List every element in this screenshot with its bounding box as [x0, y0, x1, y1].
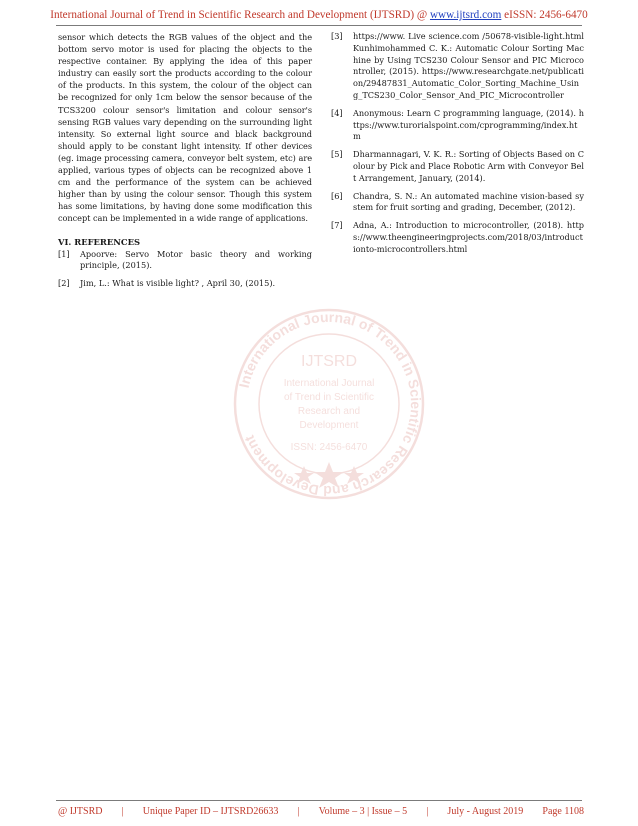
seal-acronym: IJTSRD — [301, 353, 357, 370]
journal-issn: eISSN: 2456-6470 — [504, 9, 588, 21]
reference-text: Dharmannagari, V. K. R.: Sorting of Objects Based on Colour by Pick and Place Robotic Arm with Conveyor Belt Arrangement, January, (2014). — [353, 149, 584, 183]
seal-line-3: Research and — [297, 406, 361, 417]
reference-item — [331, 191, 584, 215]
reference-number: [6] — [331, 190, 343, 201]
body-paragraph: sensor which detects the RGB values of the object and the bottom servo motor is used for placing the objects to the respective container. By applying the idea of this paper industry can easily sort the products according to the colour of the products. In this system, the colour of the object can be recognized for only 1cm below the sensor because of the TCS3200 colour sensor's limitation and colour sensor's sensing RGB values vary depending on the surrounding light intensity. So external light source and black background should apply to be constant light intensity. If other devices (eg. image processing camera, conveyor belt system, etc) are applied, various types of objects can be recognized above 1 cm and the performance of the system can be achieved higher than by using the colour sensor. Though this system has some limitations, by having done some modification this concept can be implemented in a wide range of applications. — [58, 32, 312, 224]
reference-number: [1] — [58, 248, 70, 259]
reference-item — [331, 149, 584, 184]
journal-name: International Journal of Trend in Scientific Research and Development (IJTSRD) @ — [50, 9, 428, 21]
footer-separator: | — [426, 806, 429, 817]
reference-item — [58, 249, 312, 273]
footer-page-number: Page 1108 — [542, 806, 584, 817]
ijtsrd-seal-watermark — [232, 304, 426, 516]
reference-text: Anonymous: Learn C programming language, (2014). https://www.turorialspoint.com/cprogramming/index.htm — [353, 107, 584, 142]
reference-number: [5] — [331, 149, 343, 160]
left-column — [58, 31, 312, 296]
reference-item — [58, 278, 312, 290]
reference-number: [2] — [58, 278, 70, 289]
seal-line-1: International Journal — [283, 378, 375, 389]
reference-item — [331, 220, 584, 255]
footer-brand: @ IJTSRD — [58, 806, 103, 817]
seal-issn: ISSN: 2456-6470 — [290, 442, 368, 453]
footer-separator: | — [297, 806, 300, 817]
reference-text: Chandra, S. N.: An automated machine vision-based system for fruit sorting and grading, December, (2012). — [353, 190, 584, 213]
reference-text: Apoorve: Servo Motor basic theory and working principle, (2015). — [80, 248, 312, 271]
footer-paper-id: Unique Paper ID – IJTSRD26633 — [142, 806, 279, 817]
reference-item — [331, 108, 584, 143]
seal-line-4: Development — [299, 420, 359, 431]
right-column — [331, 31, 584, 262]
journal-url-link[interactable]: www.ijtsrd.com — [429, 9, 502, 21]
reference-text: Jim, L.: What is visible light? , April 30, (2015). — [80, 278, 276, 289]
reference-text: Adna, A.: Introduction to microcontroller, (2018). https://www.theengineeringprojects.com/2018/03/introductionto-microcontrollers.html — [353, 220, 584, 254]
header-divider — [56, 25, 582, 26]
footer-separator: | — [121, 806, 124, 817]
footer-volume: Volume – 3 | Issue – 5 — [318, 806, 408, 817]
reference-number: [4] — [331, 107, 343, 118]
reference-number: [7] — [331, 220, 343, 231]
references-heading: VI. REFERENCES — [58, 236, 141, 247]
running-header — [0, 9, 638, 21]
running-footer — [58, 806, 584, 817]
seal-ring-text: International Journal of Trend in Scientific Research and Development — [235, 308, 425, 500]
reference-text: https://www. Live science.com /50678-visible-light.html Kunhimohammed C. K.: Automatic Colour Sorting Machine by Using TCS230 Colour Sensor and PIC Microcontroller, (2015). https://www.researchgate.net/publication/29487831_Automatic_Color_Sorting_Machine_Using_TCS230_Color_Sensor_And_PIC_Microcontroller — [353, 31, 584, 100]
seal-line-2: of Trend in Scientific — [283, 392, 375, 403]
reference-item — [331, 31, 584, 102]
reference-number: [3] — [331, 31, 343, 41]
footer-divider — [56, 800, 582, 801]
footer-date: July - August 2019 — [447, 806, 524, 817]
